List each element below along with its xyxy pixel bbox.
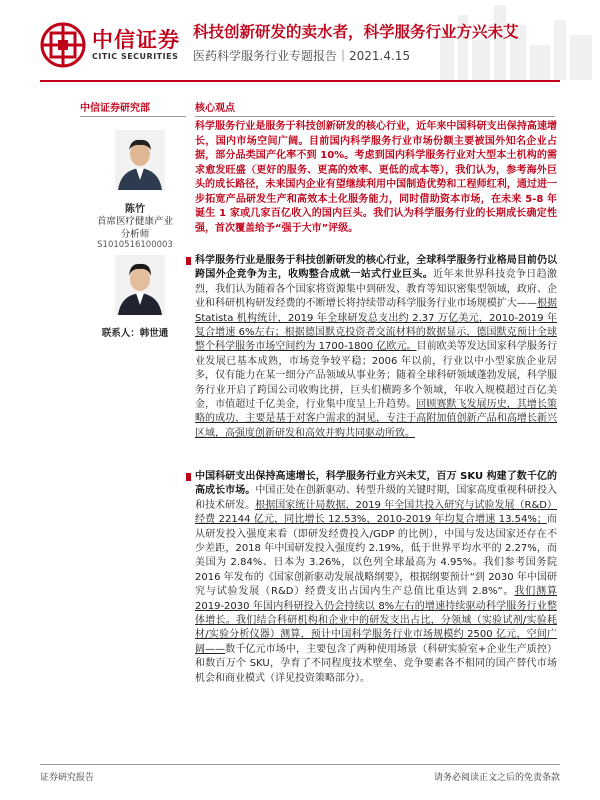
analyst-cert-id: S1010516100003 (97, 240, 173, 250)
analyst-title (80, 215, 190, 241)
section-underlined-text: 根据 Statista 机构统计，2019 年全球研发总支出约 2.37 万亿美元，2010-2019 年复合增速 6%左右；根据德国默克投资者交流材料的数据显示，德国默克预计全球整个科学服务市场空间约为 1700-1800 亿欧元。 (195, 298, 558, 353)
summary-paragraph: 科学服务行业是服务于科技创新研发的核心行业，近年来中国科研支出保持高速增长，国内市场空间广阔。目前国内科学服务行业市场份额主要被国外知名企业占据，部分品类国产化率不到 10%。考虑到国内科学服务行业对大型本土机构的需求愈发旺盛（更好的服务、更高的效率、更低的成本等），我们认为，参考海外巨头的成长路径，未来国内企业有望继续利用中国制造优势和工程师红利，通过进一步拓宽产品研发生产和高效本土化服务能力，同时借助资本市场，在未来 5-8 年诞生 1 家或几家百亿收入的国内巨头。我们认为科学服务行业的长期成长确定性强，首次覆盖给予“强于大市”评级。 (195, 121, 557, 234)
sidebar-divider (80, 116, 186, 117)
bullet-marker (186, 473, 191, 481)
brand-name-cn: 中信证券 (92, 28, 180, 52)
section-text: 中国正处在创新驱动、转型升级的关键时期，国家高度重视科研投入和技术研发。 (195, 485, 558, 511)
analyst-title-line1: 首席医疗健康产业 (96, 216, 173, 227)
citic-logo (40, 22, 200, 72)
analyst-title-line2: 分析师 (120, 229, 150, 240)
report-subtitle: 医药科学服务行业专题报告｜2021.4.15 (193, 49, 411, 63)
bullet-marker (186, 257, 191, 265)
section-underlined-text: 回顾赛默飞发展历史，其增长策略的成功，主要是基于对客户需求的洞见，专注于高附加值创新产品和高增长新兴区域，高强度创新研发和高效并购共同驱动所致。 (195, 399, 558, 439)
core-views-heading: 核心观点 (195, 103, 235, 114)
contact-person: 联系人：韩世通 (101, 328, 169, 339)
section-underlined-text: 我们测算 2019-2030 年国内科研投入仍会持续以 8%左右的增速持续驱动科学服务行业整体增长。我们结合科研机构和企业中的研发支出占比，分领域（实验试剂/实验耗材/实验分析仪器）测算，预计中国科学服务行业市场规模约 2500 亿元，空间广阔—— (195, 586, 557, 655)
section-lead: 中国科研支出保持高速增长，科学服务行业方兴未艾，百万 SKU 构建了数千亿的高成长市场。 (195, 471, 557, 497)
section-text: 近年来世界科技竞争日趋激烈，我们认为随着各个国家将资源集中到研发、教育等知识密集型领域，政府、企业和科研机构研发经费的不断增长将持续带动科学服务行业市场规模扩大—— (195, 269, 558, 310)
footer-divider (40, 764, 560, 765)
header-divider (40, 80, 560, 82)
page-header (0, 0, 600, 80)
brand-name-en: CITIC SECURITIES (92, 52, 179, 61)
core-views-divider (195, 116, 555, 117)
section-underlined-text: 根据国家统计局数据，2019 年全国共投入研究与试验发展（R&D）经费 22144 亿元，同比增长 12.53%，2010-2019 年均复合增速 13.54%； (195, 499, 558, 526)
analyst-photo (115, 130, 165, 190)
footer-disclaimer-note: 请务必阅读正文之后的免责条款 (433, 773, 560, 783)
analyst-name: 陈竹 (125, 204, 145, 215)
citic-emblem-icon (40, 22, 86, 68)
section-lead: 科学服务行业是服务于科技创新研发的核心行业，全球科学服务行业格局目前仍以跨国外企竞争为主，收购整合成就一站式行业巨头。 (195, 255, 557, 281)
report-title: 科技创新研发的卖水者，科学服务行业方兴未艾 (193, 23, 519, 41)
research-department: 中信证券研究部 (80, 103, 150, 114)
contact-photo (115, 255, 165, 315)
section-text: 目前欧美等发达国家科学服务行业发展已基本成熟，市场竞争较平稳；2006 年以前，行业以中小型家族企业居多，仅有能力在某一细分产品领域从事业务；随着全球科研领域蓬勃发展，科学服务行业开启了跨国公司收购比拼，巨头们横跨多个领域，年收入规模超过百亿美金，市值超过千亿美金，行业集中度呈上升趋势。 (195, 341, 558, 411)
section-text: 而从研发投入强度来看（即研发经费投入/GDP 的比例），中国与发达国家还存在不少差距，2018 年中国研发投入强度约 2.19%，低于世界平均水平的 2.27%，而美国为 2.84%、日本为 3.26%，以色列全球最高为 4.95%。我们参考国务院 2016 年发布的《国家创新驱动发展战略纲要》，根据纲要预计“到 2030 年中国研究与试验发展（R&D）经费支出占国内生产总值比重达到 2.8%”。 (195, 514, 557, 598)
section-china-market (195, 470, 557, 686)
footer-report-type: 证券研究报告 (40, 773, 95, 783)
section-global-landscape (195, 254, 557, 441)
section-text: 数千亿元市场中，主要包含了两种使用场景（科研实验室+企业生产质控）和数百万个 SKU，孕育了不同程度技术壁垒、竞争要素各不相同的国产替代市场机会和商业模式（详见投资策略部分）。 (195, 643, 557, 684)
